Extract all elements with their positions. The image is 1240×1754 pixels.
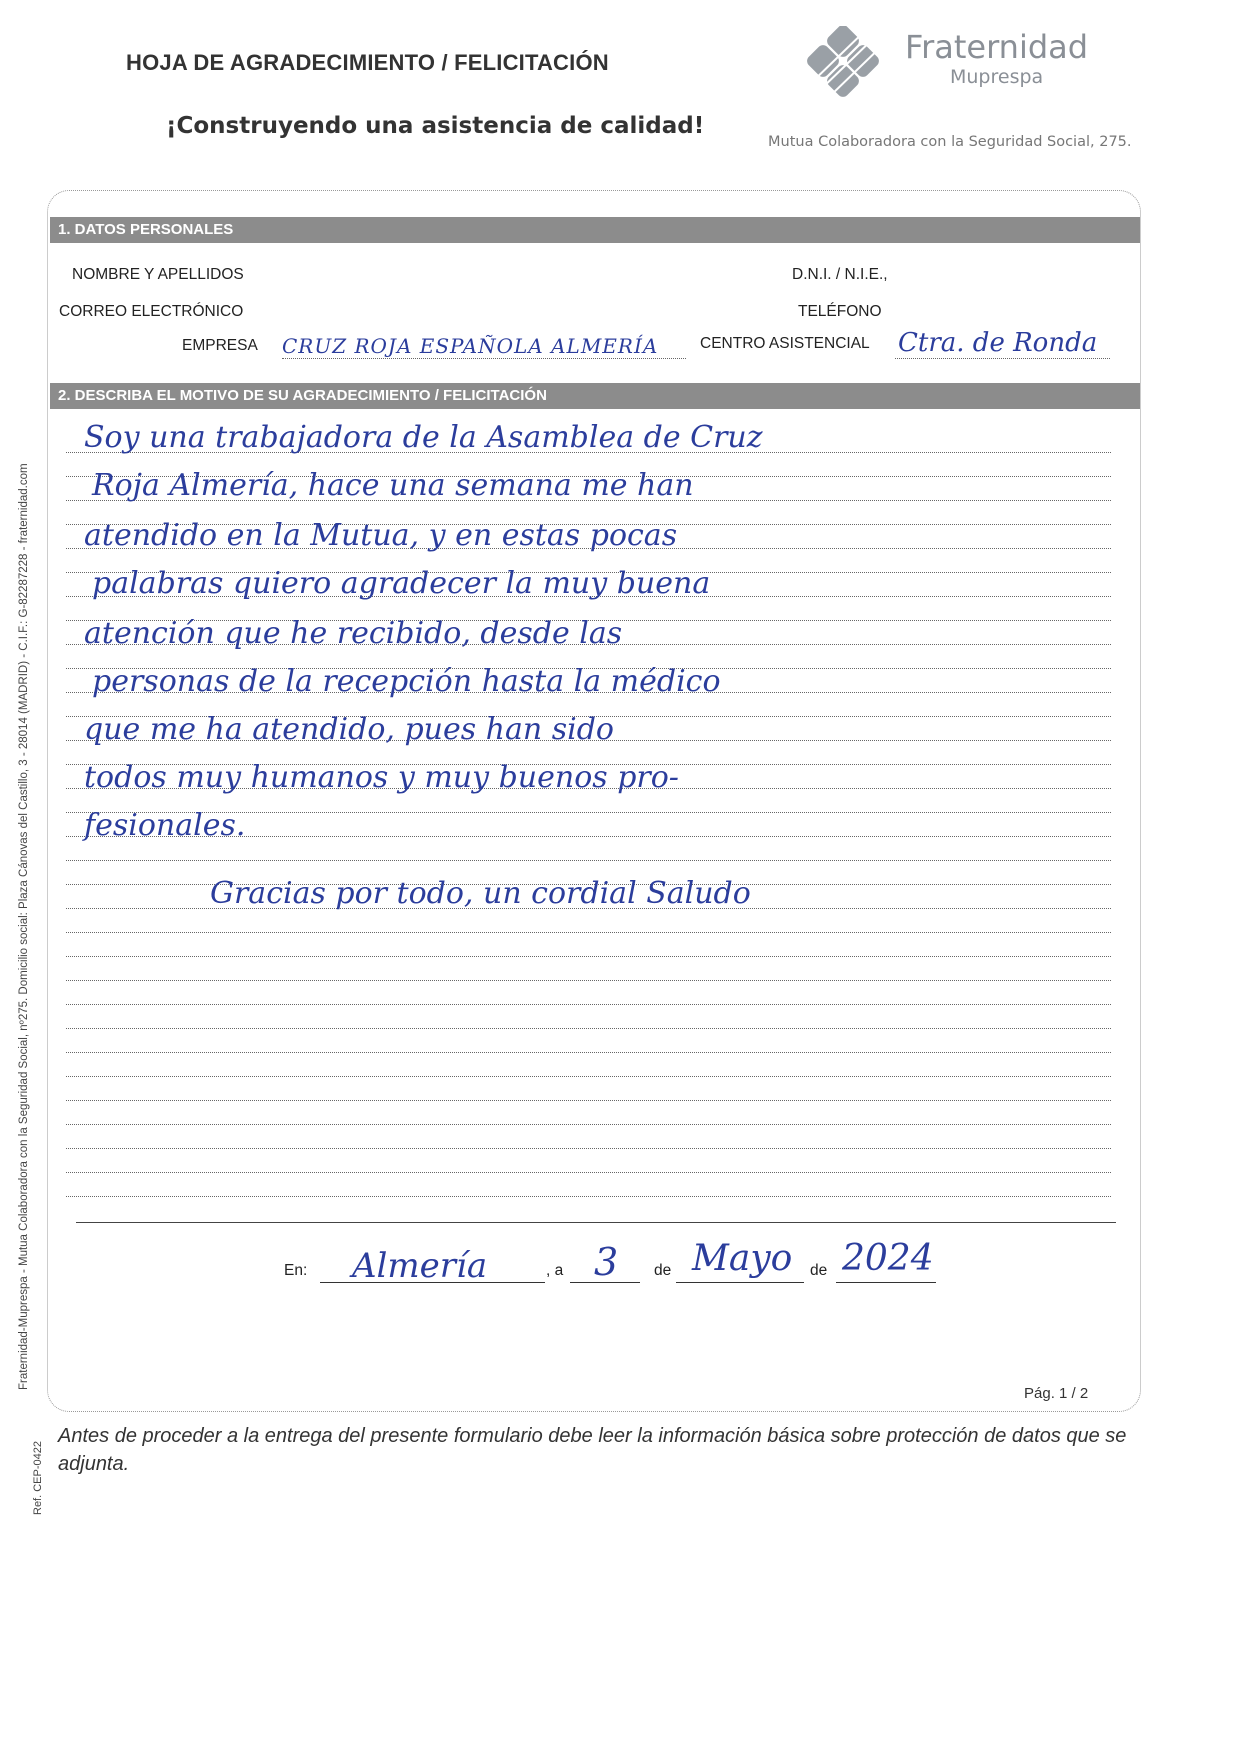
nombre-label: NOMBRE Y APELLIDOS [72, 266, 244, 283]
telefono-label: TELÉFONO [798, 303, 882, 320]
city-value: Almería [352, 1246, 488, 1286]
rule-line [66, 956, 1111, 957]
form-frame [47, 190, 1141, 1412]
en-label: En: [284, 1262, 308, 1279]
mutua-text: Mutua Colaboradora con la Seguridad Social, 275. [768, 134, 1132, 150]
rule-line [66, 1124, 1111, 1125]
section-end-line [76, 1222, 1116, 1223]
letter-line-7: que me ha atendido, pues han sido [84, 712, 614, 747]
centro-value[interactable]: Ctra. de Ronda [898, 328, 1098, 358]
day-value: 3 [594, 1240, 619, 1284]
rule-line [66, 860, 1111, 861]
centro-line [895, 358, 1110, 359]
rule-line [66, 1004, 1111, 1005]
rule-line [66, 1076, 1111, 1077]
letter-line-8: todos muy humanos y muy buenos pro- [84, 760, 679, 795]
rule-line [66, 1052, 1111, 1053]
brand-subname: Muprespa [950, 66, 1044, 88]
letter-line-2: Roja Almería, hace una semana me han [92, 468, 694, 503]
form-subtitle: ¡Construyendo una asistencia de calidad! [166, 113, 705, 139]
legal-side-text: Fraternidad-Muprespa - Mutua Colaboradora con la Seguridad Social, nº275. Domicilio social: Plaza Cánovas del Castillo, 3 - 28014 (MADRID) - C.I.F.: G-82287228 - fraternidad.com [18, 463, 30, 1390]
section-personal-data-header: 1. DATOS PERSONALES [50, 217, 1140, 243]
year-value: 2024 [842, 1238, 934, 1279]
letter-line-6: personas de la recepción hasta la médico [92, 664, 721, 699]
brand-name: Fraternidad [905, 28, 1089, 66]
rule-line [66, 980, 1111, 981]
rule-line [66, 1028, 1111, 1029]
month-value: Mayo [692, 1238, 793, 1279]
letter-line-1: Soy una trabajadora de la Asamblea de Cruz [84, 420, 763, 455]
rule-line [66, 1196, 1111, 1197]
letter-line-3: atendido en la Mutua, y en estas pocas [84, 518, 678, 553]
empresa-line [282, 358, 686, 359]
form-title: HOJA DE AGRADECIMIENTO / FELICITACIÓN [126, 50, 609, 75]
fraternidad-logo-icon [800, 26, 900, 98]
de-label-2: de [810, 1262, 828, 1279]
rule-line [66, 932, 1111, 933]
page-number: Pág. 1 / 2 [1024, 1385, 1089, 1402]
a-label: , a [546, 1262, 564, 1279]
data-protection-notice: Antes de proceder a la entrega del presente formulario debe leer la información básica sobre protección de datos que se adjunta. [58, 1425, 1127, 1475]
reference-code: Ref. CEP-0422 [32, 1441, 44, 1515]
rule-line [66, 1172, 1111, 1173]
empresa-value[interactable]: CRUZ ROJA ESPAÑOLA ALMERÍA [282, 334, 659, 358]
letter-line-5: atención que he recibido, desde las [84, 616, 623, 651]
rule-line [66, 1100, 1111, 1101]
section-reason-header: 2. DESCRIBA EL MOTIVO DE SU AGRADECIMIENTO / FELICITACIÓN [50, 383, 1140, 409]
rule-line [66, 1148, 1111, 1149]
correo-label: CORREO ELECTRÓNICO [59, 303, 244, 320]
dni-label: D.N.I. / N.I.E., [792, 266, 888, 283]
letter-line-9: fesionales. [84, 808, 246, 843]
letter-line-10: Gracias por todo, un cordial Saludo [210, 876, 751, 911]
empresa-label: EMPRESA [182, 337, 258, 354]
centro-label: CENTRO ASISTENCIAL [700, 335, 870, 352]
de-label-1: de [654, 1262, 672, 1279]
letter-line-4: palabras quiero agradecer la muy buena [92, 566, 711, 601]
